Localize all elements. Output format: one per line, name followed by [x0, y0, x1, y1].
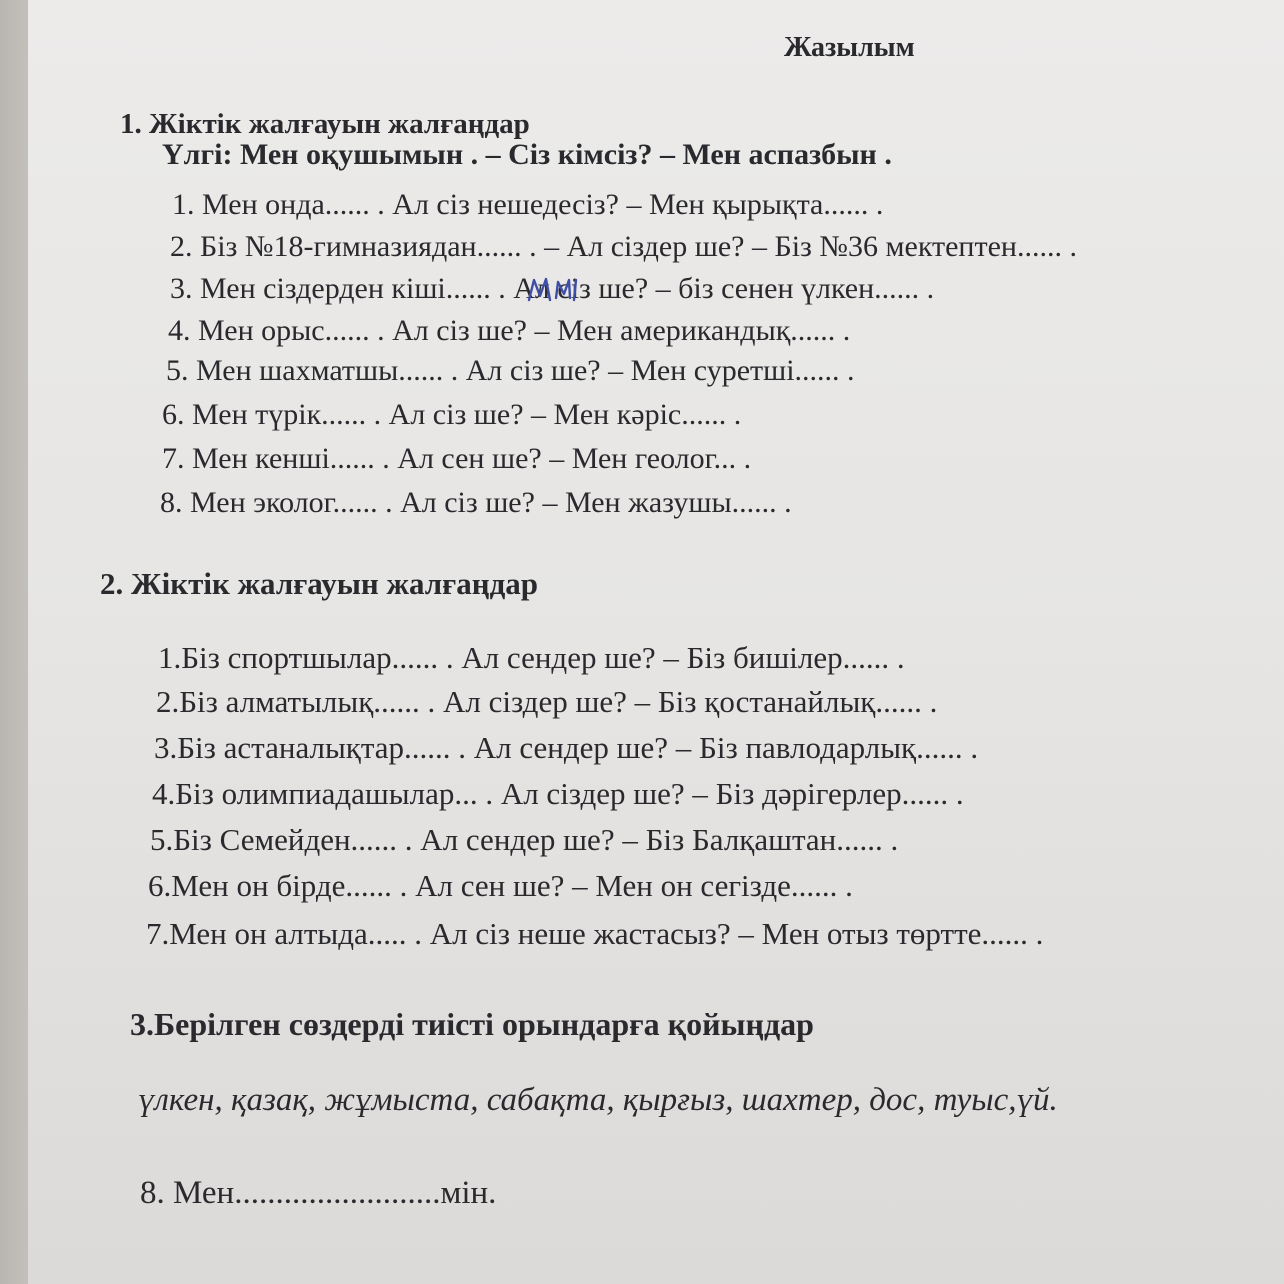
- exercise2-item: 6.Мен он бірде...... . Ал сен ше? – Мен он сегізде...... .: [148, 868, 853, 903]
- exercise2-item: 4.Біз олимпиадашылар... . Ал сіздер ше? – Біз дәрігерлер...... .: [152, 776, 964, 811]
- exercise2-item: 3.Біз астаналықтар...... . Ал сендер ше? – Біз павлодарлық...... .: [154, 730, 979, 765]
- exercise1-item: 8. Мен эколог...... . Ал сіз ше? – Мен жазушы...... .: [160, 486, 792, 519]
- exercise1-item: 6. Мен түрік...... . Ал сіз ше? – Мен кәріс...... .: [162, 398, 742, 431]
- exercise1-item: 4. Мен орыс...... . Ал сіз ше? – Мен американдық...... .: [168, 314, 851, 347]
- exercise1-item: 3. Мен сіздерден кіші...... . Ал сіз ше? – біз сенен үлкен...... .: [170, 272, 935, 305]
- page-title: Жазылым: [784, 32, 915, 63]
- exercise1-item: 1. Мен онда...... . Ал сіз нешедесіз? – Мен қырықта...... .: [172, 188, 884, 221]
- handwritten-answer: [526, 274, 580, 304]
- fill-in-sentence: 8. Мен.........................мін.: [140, 1175, 497, 1211]
- exercise2-item: 2.Біз алматылық...... . Ал сіздер ше? – Біз қостанайлық...... .: [156, 684, 938, 719]
- exercise1-item: 7. Мен кенші...... . Ал сен ше? – Мен геолог... .: [162, 442, 752, 475]
- exercise2-item: 5.Біз Семейден...... . Ал сендер ше? – Біз Балқаштан...... .: [150, 822, 899, 857]
- section1-heading: 1. Жіктік жалғауын жалғаңдар: [120, 108, 530, 140]
- exercise2-item: 7.Мен он алтыда..... . Ал сіз неше жастасыз? – Мен отыз төртте...... .: [146, 916, 1044, 951]
- exercise1-item: 2. Біз №18-гимназиядан...... . – Ал сіздер ше? – Біз №36 мектептен...... .: [170, 230, 1077, 263]
- word-bank: үлкен, қазақ, жұмыста, сабақта, қырғыз, шахтер, дос, туыс,үй.: [138, 1082, 1058, 1118]
- section2-heading: 2. Жіктік жалғауын жалғаңдар: [100, 566, 539, 601]
- section1-model-sentence: Үлгі: Мен оқушымын . – Сіз кімсіз? – Мен аспазбын .: [162, 138, 892, 171]
- exercise1-item: 5. Мен шахматшы...... . Ал сіз ше? – Мен суретші...... .: [166, 354, 855, 387]
- section3-heading: 3.Берілген сөздерді тиісті орындарға қойыңдар: [130, 1006, 814, 1042]
- exercise2-item: 1.Біз спортшылар...... . Ал сендер ше? – Біз бишілер...... .: [158, 640, 905, 675]
